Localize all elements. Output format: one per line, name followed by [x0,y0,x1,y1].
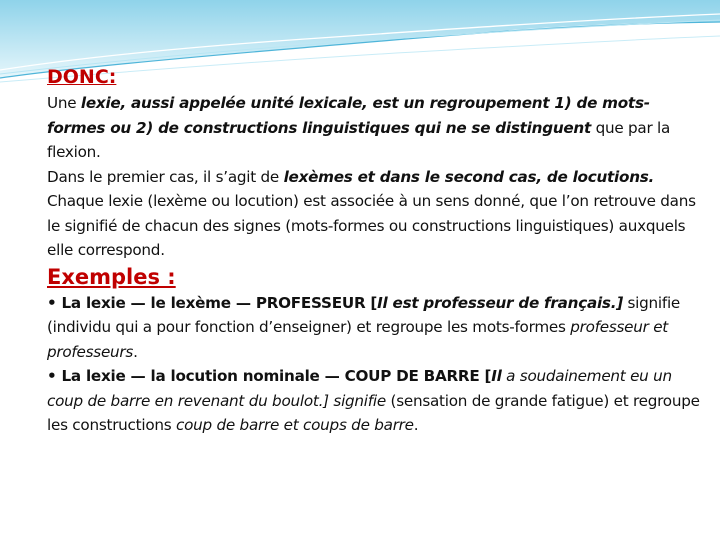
definition-paragraph [47,91,707,165]
example-sentence: Il [491,367,502,385]
text-segment: . [133,342,138,361]
text-segment: signifie (individu qui a pour fonction d’enseigner) et regroupe les mots-formes [47,293,681,336]
text-segment: (sensation de grande fatigue) et regroupe les constructions [47,391,700,434]
cases-paragraph [47,165,707,190]
donc-heading: DONC: [47,66,117,88]
example-lead: • La lexie — le lexème — PROFESSEUR [ [47,293,378,312]
text-segment: . [413,416,419,434]
text-segment-italic: coup de barre et coups de barre [176,416,414,434]
text-segment-emphasis: lexie, aussi appelée unité lexicale, est un regroupement 1) de mots-formes ou 2) de constructions linguistiques qui ne se distinguent [47,94,650,137]
text-segment-italic: professeur et professeurs [47,318,669,361]
example-coup-de-barre [47,364,707,438]
exemples-heading: Exemples : [47,264,176,289]
text-segment: Une [47,94,81,112]
text-segment-italic: a soudainement eu un coup de barre en revenant du boulot.] signifie [47,367,672,410]
example-sentence: Il est professeur de français.] [377,293,623,312]
text-segment: Chaque lexie (lexème ou locution) est associée à un sens donné, que l’on retrouve dans le signifié de chacun des signes (mots-formes ou constructions linguistiques) auxquels elle correspond. [47,192,696,259]
sense-paragraph [47,189,707,263]
example-professeur [47,291,707,365]
text-segment: Dans le premier cas, il s’agit de [47,167,284,186]
text-segment-emphasis: lexèmes et dans le second cas, de locutions. [283,167,655,186]
slide-content [47,64,707,438]
text-segment: que par la flexion. [47,118,671,161]
example-lead: • La lexie — la locution nominale — COUP DE BARRE [ [47,367,492,385]
